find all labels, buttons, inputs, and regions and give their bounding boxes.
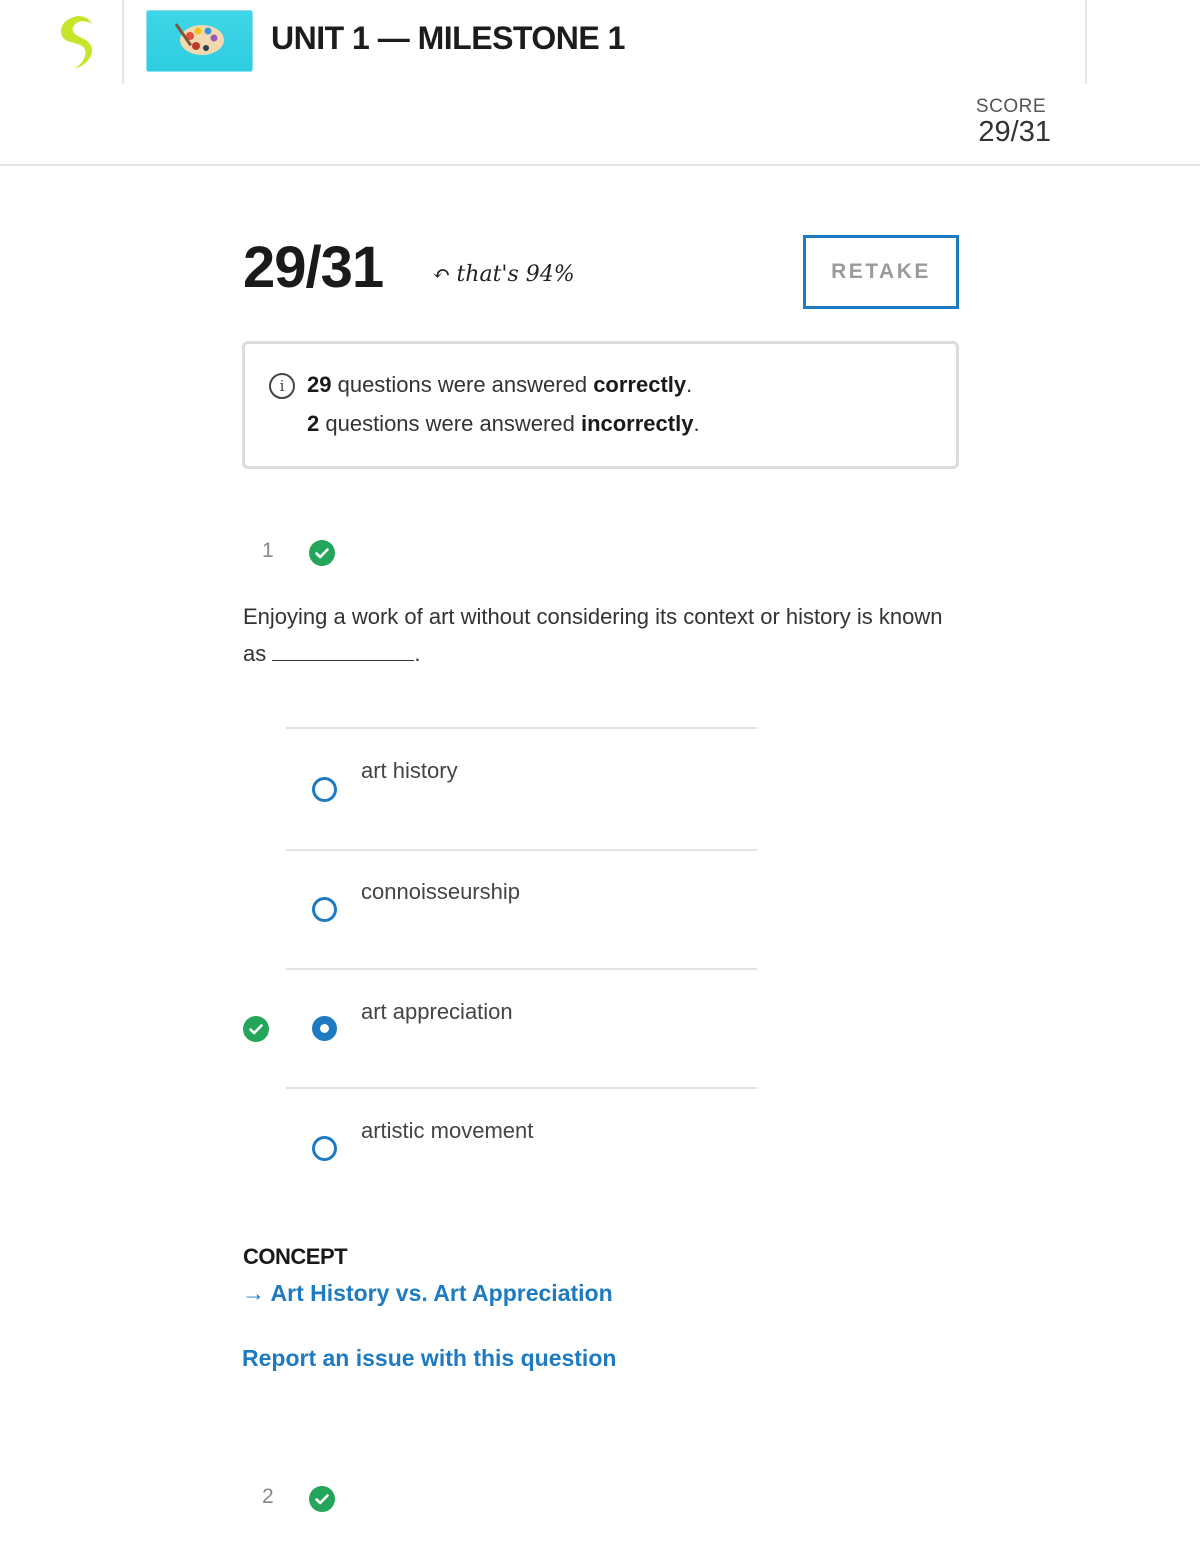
- percent-note-text: that's 94%: [456, 262, 575, 287]
- choice-label[interactable]: art history: [361, 758, 458, 783]
- question-text: Enjoying a work of art without considering its context or history is known as .: [243, 604, 943, 666]
- concept-link[interactable]: → Art History vs. Art Appreciation: [242, 1280, 613, 1306]
- choice-radio-art-history[interactable]: [312, 777, 337, 802]
- info-icon: i: [269, 373, 295, 399]
- palette-icon: [146, 10, 253, 72]
- result-score: 29/31: [243, 235, 384, 300]
- score-value: 29/31: [978, 116, 1051, 148]
- report-issue-link[interactable]: Report an issue with this question: [242, 1345, 617, 1371]
- choice-label[interactable]: connoisseurship: [361, 879, 520, 904]
- choice-label[interactable]: artistic movement: [361, 1118, 534, 1143]
- header-divider: [122, 0, 124, 84]
- score-percent-note: [432, 262, 575, 287]
- correct-check-icon: [309, 540, 335, 566]
- curved-arrow-icon: ↶: [432, 262, 451, 287]
- choice-divider: [286, 849, 757, 851]
- correct-summary: 29 questions were answered correctly.: [307, 372, 693, 397]
- sophia-logo-icon[interactable]: [48, 12, 104, 72]
- choice-divider: [286, 968, 757, 970]
- score-label: SCORE: [975, 96, 1046, 117]
- header-divider-right: [1085, 0, 1087, 84]
- correct-check-icon: [309, 1486, 335, 1512]
- page-title: UNIT 1 — MILESTONE 1: [271, 20, 625, 56]
- arrow-right-icon: →: [242, 1280, 265, 1306]
- choice-divider: [286, 1087, 757, 1089]
- incorrect-summary: 2 questions were answered incorrectly.: [307, 411, 700, 436]
- course-thumbnail: [146, 10, 253, 72]
- question-number: 1: [262, 539, 274, 562]
- retake-button[interactable]: RETAKE: [803, 235, 959, 309]
- answer-blank: [272, 639, 414, 661]
- choice-radio-artistic-movement[interactable]: [312, 1136, 337, 1161]
- results-info-box: [242, 341, 959, 469]
- choice-radio-art-appreciation[interactable]: [312, 1016, 337, 1041]
- choice-radio-connoisseurship[interactable]: [312, 897, 337, 922]
- choice-divider: [286, 727, 757, 729]
- concept-label: CONCEPT: [243, 1244, 348, 1269]
- correct-answer-check-icon: [243, 1016, 269, 1042]
- choice-label[interactable]: art appreciation: [361, 999, 513, 1024]
- top-header: [0, 0, 1200, 166]
- question-number: 2: [262, 1485, 274, 1508]
